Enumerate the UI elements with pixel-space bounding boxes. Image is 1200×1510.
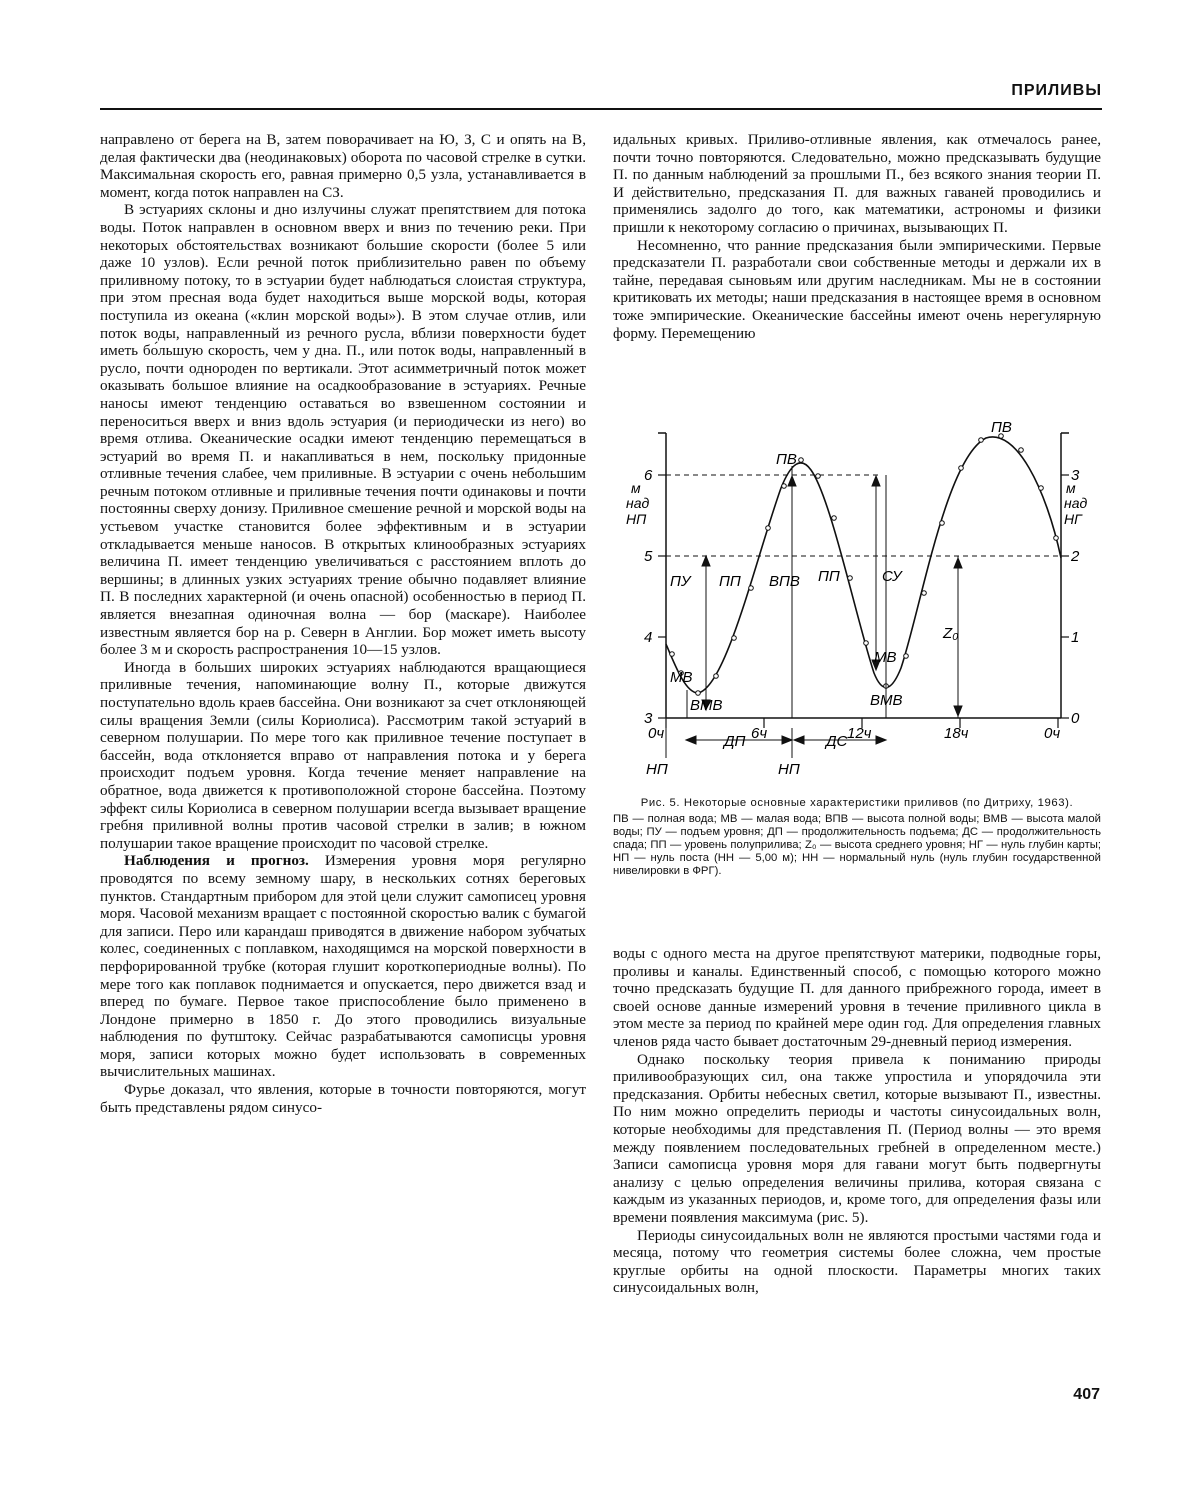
label-z0: Z₀ [943, 625, 959, 642]
paragraph-text: Измерения уровня моря регулярно проводятся по всему земному шару, в нескольких сотнях береговых пунктов. Стандартным прибором для этой цели служит самописец уровня моря. Часовой механизм вращает с постоянной скоростью валик с бумагой для записи. Перо или карандаш приводятся в движение набором зубчатых колес, соединенных с поплавком, находящимся на морской поверхности в перфорированной трубке (которая глушит короткопериодные волны). По мере того как поплавок поднимается и опускается, перо движется взад и вперед по бумаге. Первое такое приспособление было применено в Лондоне примерно в 1850 г. До этого проводились визуальные наблюдения по футштоку. Сейчас разрабатываются самописцы уровня моря, записи которых можно будет использовать в современных вычислительных машинах. [100, 852, 586, 1081]
label-pp-2: ПП [818, 568, 840, 585]
label-vmv-2: ВМВ [870, 692, 903, 709]
time-tick: 18ч [944, 725, 969, 742]
paragraph: Однако поскольку теория привела к пониманию природы приливообразующих сил, она также упростила и упорядочила эти предсказания. Орбиты небесных светил, которые вызывают П., известны. По ним можно определить периоды и частоты синусоидальных волн, которые необходимы для представления П. (Период волны — это время между появлением последовательных гребней в определенном месте.) Записи самописца уровня моря для гавани могут быть подвергнуты анализу с целью определения величины прилива, которая связана с каждым из указанных периодов, и, кроме того, для определения фазы или времени появления максимума (рис. 5). [613, 1050, 1101, 1226]
left-tick: 3 [644, 710, 653, 727]
left-unit-2: над [626, 495, 650, 511]
right-unit-1: м [1066, 480, 1076, 496]
label-pv-1: ПВ [776, 451, 797, 468]
label-dp: ДП [724, 733, 746, 750]
paragraph: Периоды синусоидальных волн не являются простыми частями года и месяца, потому что геометрия системы более сложна, чем простые круглые орбиты на одной плоскости. Параметры многих таких синусоидальных волн, [613, 1226, 1101, 1297]
label-mv-1: МВ [670, 669, 693, 686]
time-tick: 0ч [648, 725, 665, 742]
left-tick: 4 [644, 629, 653, 646]
paragraph: идальных кривых. Приливо-отливные явления, как отмечалось ранее, почти точно повторяются. Следовательно, можно предсказывать будущие П. по данным наблюдений за прошлыми П., без всякого знания теории П. И действительно, предсказания П. для важных гаваней проводились и применялись задолго до того, как математики, астрономы и физики пришли к некоторому согласию о причинах, вызывающих П. [613, 131, 1101, 236]
figure-caption [613, 797, 1101, 878]
right-unit-3: НГ [1064, 511, 1082, 527]
label-vpv: ВПВ [769, 573, 800, 590]
paragraph [100, 852, 586, 1081]
running-title: ПРИЛИВЫ [1011, 82, 1102, 99]
caption-title: Рис. 5. Некоторые основные характеристики приливов (по Дитриху, 1963). [640, 797, 1074, 809]
right-unit-2: над [1064, 495, 1088, 511]
left-tick: 5 [644, 548, 653, 565]
left-tick: 6 [644, 467, 653, 484]
left-unit-1: м [631, 480, 641, 496]
tide-diagram [606, 418, 1102, 798]
paragraph: воды с одного места на другое препятствуют материки, подводные горы, проливы и каналы. Единственный способ, с помощью которого можно точно предсказать будущие П. для данного прибрежного города, имеет в своей основе данные измерений уровня в течение приливного цикла в этом месте за период по крайней мере один год. Для определения главных членов ряда часто бывает достаточным 29-дневный период измерения. [613, 945, 1101, 1050]
paragraph: В эстуариях склоны и дно излучины служат препятствием для потока воды. Поток направлен в основном вверх и вниз по течению реки. При некоторых обстоятельствах возникают большие скорости (более 5 или даже 10 узлов). Если речной поток приблизительно равен по объему приливному потоку, то в эстуарии будет наблюдаться слоистая структура, при этом пресная вода будет находиться выше морской воды, которая поступила из океана («клин морской воды»). В этом случае отлив, или поток воды, направленный из речного русла, вблизи поверхности будет иметь бо́льшую скорость, чем у дна. П., или поток воды, направленный в русло, почти однороден по вертикали. Этот асимметричный поток может оказывать большое влияние на осадкообразование в эстуариях. Речные наносы имеют тенденцию оставаться во взвешенном состоянии и переноситься вверх и вниз вдоль эстуария (и периодически из него) во время отлива. Океанические осадки имеют тенденцию перемещаться в эстуарий во время П. и накапливаться в нем, поскольку придонные отливные течения слабее, чем приливные. В эстуарии с очень небольшим речным потоком отливные и приливные течения почти одинаковы и почти постоянны сверху донизу. Приливное смешение речной и морской воды на устьевом участке становится более эффективным и в эстуарии откладывается меньше наносов. В открытых клинообразных эстуариях величина П. имеет тенденцию увеличиваться с расстоянием вплоть до вершины; в длинных узких эстуариях трение обычно подавляет влияние П. В последних характерной (и очень опасной) особенностью в период П. является внезапная одиночная волна — бор (маскаре). Наиболее известным является бор на р. Северн в Англии. Бор может иметь высоту более 3 м и скорость распространения 10—15 узлов. [100, 201, 586, 659]
page-number: 407 [1073, 1386, 1100, 1403]
label-pv-2: ПВ [991, 419, 1012, 436]
time-tick: 6ч [751, 725, 768, 742]
label-np-1: НП [646, 761, 668, 778]
right-tick: 2 [1071, 548, 1080, 565]
paragraph: Иногда в больших широких эстуариях наблюдаются вращающиеся приливные течения, напоминающие волну П., которые движутся поступательно вдоль краев бассейна. Они возникают за счет отклоняющей силы вращения Земли (силы Кориолиса). Рассмотрим такой эстуарий в северном полушарии. По мере того как приливное течение поступает в бассейн, вода отклоняется вправо от направления потока и у берега происходит подъем уровня. Когда течение меняет направление на обратное, вода движется к противоположной стороне бассейна. Поэтому эффект силы Кориолиса в северном полушарии всегда вызывает вращение гребня приливной волны против часовой стрелки в залив; в южном полушарии такое вращение происходит по часовой стрелке. [100, 658, 586, 852]
paragraph: Несомненно, что ранние предсказания были эмпирическими. Первые предсказатели П. разработали свои собственные методы и держали их в тайне, передавая сыновьям или другим наследникам. Мы не в состоянии критиковать их методы; наши предсказания в настоящее время в основном тоже эмпирические. Океанические бассейны имеют очень нерегулярную форму. Перемещению [613, 236, 1101, 342]
left-unit-3: НП [626, 511, 647, 527]
label-su: СУ [882, 568, 902, 585]
right-tick: 3 [1071, 467, 1080, 484]
left-column [100, 131, 586, 1116]
paragraph: направлено от берега на В, затем поворачивает на Ю, З, С и опять на В, делая фактически два (неодинаковых) оборота по часовой стрелке в сутки. Максимальная скорость его, равная примерно 0,5 узла, устанавливается в момент, когда поток направлен на СЗ. [100, 131, 586, 201]
tide-figure [606, 418, 1102, 798]
label-ds: ДС [826, 733, 848, 750]
tide-curve [666, 437, 1061, 693]
right-column-top [613, 131, 1101, 342]
right-tick: 0 [1071, 710, 1080, 727]
label-pp-1: ПП [719, 573, 741, 590]
time-tick: 12ч [847, 725, 872, 742]
label-pu: ПУ [670, 573, 691, 590]
right-column-bottom [613, 945, 1101, 1297]
right-tick: 1 [1071, 629, 1080, 646]
time-tick: 0ч [1044, 725, 1061, 742]
section-heading: Наблюдения и прогноз. [124, 852, 309, 870]
paragraph: Фурье доказал, что явления, которые в точности повторяются, могут быть представлены рядом синусо- [100, 1081, 586, 1116]
label-vmv-1: ВМВ [690, 697, 723, 714]
page-header [100, 78, 1102, 110]
caption-text: ПВ — полная вода; МВ — малая вода; ВПВ — высота полной воды; ВМВ — высота малой воды; ПУ — подъем уровня; ДП — продолжительность подъема; ДС — продолжительность спада; ПП — уровень полуприлива; Z₀ — высота среднего уровня; НГ — нуль глубин карты; НП — нуль поста (НН — 5,00 м); НН — нормальный нуль (нуль глубин государственной нивелировки в ФРГ). [613, 813, 1101, 877]
label-np-2: НП [778, 761, 800, 778]
label-mv-2: МВ [874, 649, 897, 666]
